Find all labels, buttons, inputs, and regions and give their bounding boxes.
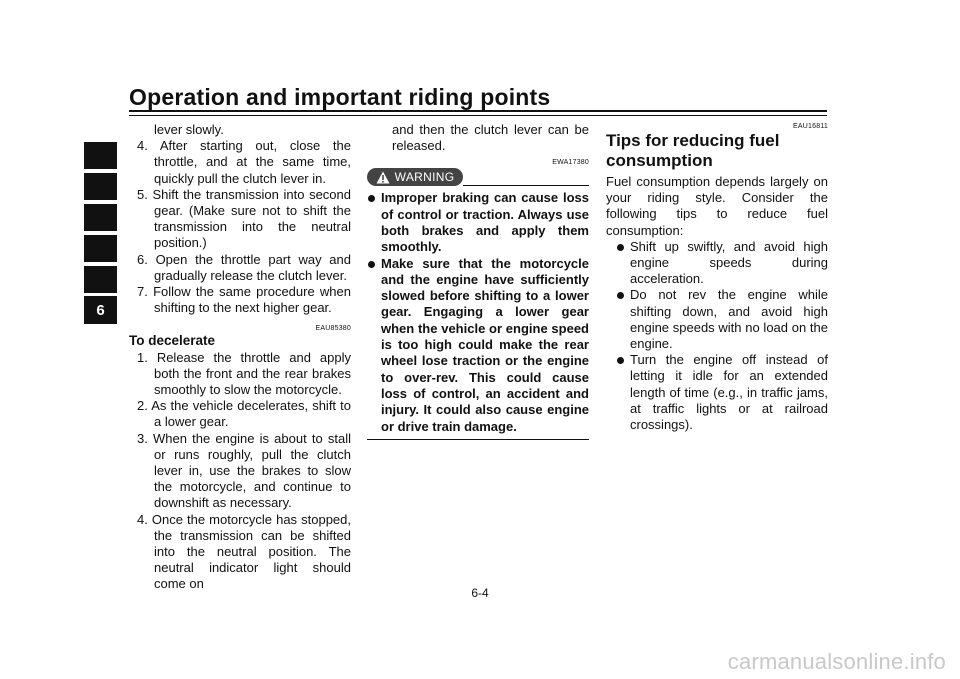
column-middle <box>367 122 589 440</box>
bullet-icon <box>617 292 624 299</box>
page-number: 6-4 <box>471 586 489 600</box>
bullet-icon <box>368 195 375 202</box>
warning-end-rule <box>367 439 589 440</box>
step-7: 7. Follow the same procedure when shifting to the next higher gear. <box>137 284 351 316</box>
section-heading: Tips for reducing fuel consumption <box>606 131 780 170</box>
chapter-bar-2 <box>84 173 117 200</box>
warning-item: Improper braking can cause loss of control or traction. Always use both brakes and apply them smoothly. <box>367 190 589 255</box>
subheading-decelerate: To decelerate <box>129 333 216 349</box>
reference-code: EAU16811 <box>793 123 828 130</box>
chapter-bar-4 <box>84 235 117 262</box>
chapter-bar-5 <box>84 266 117 293</box>
decel-step-3: 3. When the engine is about to stall or runs roughly, pull the clutch lever in, use the brakes to slow the motorcycle, and continue to downshift as necessary. <box>137 430 351 511</box>
tip-item: Turn the engine off instead of letting it idle for an extended length of time (e.g., in traffic jams, at traffic lights or at railroad crossings). <box>616 352 828 433</box>
chapter-tab[interactable]: 6 <box>84 296 117 324</box>
bullet-icon <box>368 261 375 268</box>
warning-label: WARNING <box>394 170 455 185</box>
chapter-bar-3 <box>84 204 117 231</box>
decel-step-1: 1. Release the throttle and apply both the front and the rear brakes smoothly to slow the motorcycle. <box>137 349 351 398</box>
chapter-bar-1 <box>84 142 117 169</box>
column-left <box>129 122 351 593</box>
header-rule-thick <box>129 110 827 112</box>
paragraph: lever slowly. <box>154 122 224 137</box>
step-4: 4. After starting out, close the throttle, and at the same time, quickly pull the clutch lever in. <box>137 138 351 186</box>
decel-step-2: 2. As the vehicle decelerates, shift to a lower gear. <box>137 398 351 430</box>
decel-step-4: 4. Once the motorcycle has stopped, the transmission can be shifted into the neutral position. The neutral indicator light should come on <box>137 511 351 592</box>
warning-code: EWA17380 <box>552 159 589 167</box>
tip-item: Do not rev the engine while shifting down, and avoid high engine speeds with no load on the engine. <box>616 287 828 352</box>
column-right <box>606 122 828 433</box>
paragraph: and then the clutch lever can be released. <box>392 122 589 154</box>
page-title: Operation and important riding points <box>129 84 551 110</box>
header-rule-thin <box>129 115 827 116</box>
reference-code: EAU85380 <box>315 325 351 333</box>
step-5: 5. Shift the transmission into second gear. (Make sure not to shift the transmission into the neutral position.) <box>137 186 351 251</box>
watermark[interactable]: carmanualsonline.info <box>727 649 946 674</box>
warning-rule <box>463 185 589 186</box>
bullet-icon <box>617 357 624 364</box>
warning-triangle-icon <box>376 171 390 184</box>
warning-body <box>367 190 589 434</box>
step-6: 6. Open the throttle part way and gradually release the clutch lever. <box>137 251 351 283</box>
tip-item: Shift up swiftly, and avoid high engine speeds during acceleration. <box>616 239 828 288</box>
intro-paragraph: Fuel consumption depends largely on your riding style. Consider the following tips to reduce fuel consumption: <box>606 174 828 238</box>
warning-item: Make sure that the motorcycle and the engine have sufficiently slowed before shifting to a lower gear. Engaging a lower gear when the vehicle or engine speed is too high could make the rear wheel lose traction or the engine to over-rev. This could cause loss of control, an accident and injury. It could also cause engine or drive train damage. <box>367 256 589 435</box>
warning-header <box>367 168 589 190</box>
warning-badge <box>367 168 463 186</box>
bullet-icon <box>617 244 624 251</box>
